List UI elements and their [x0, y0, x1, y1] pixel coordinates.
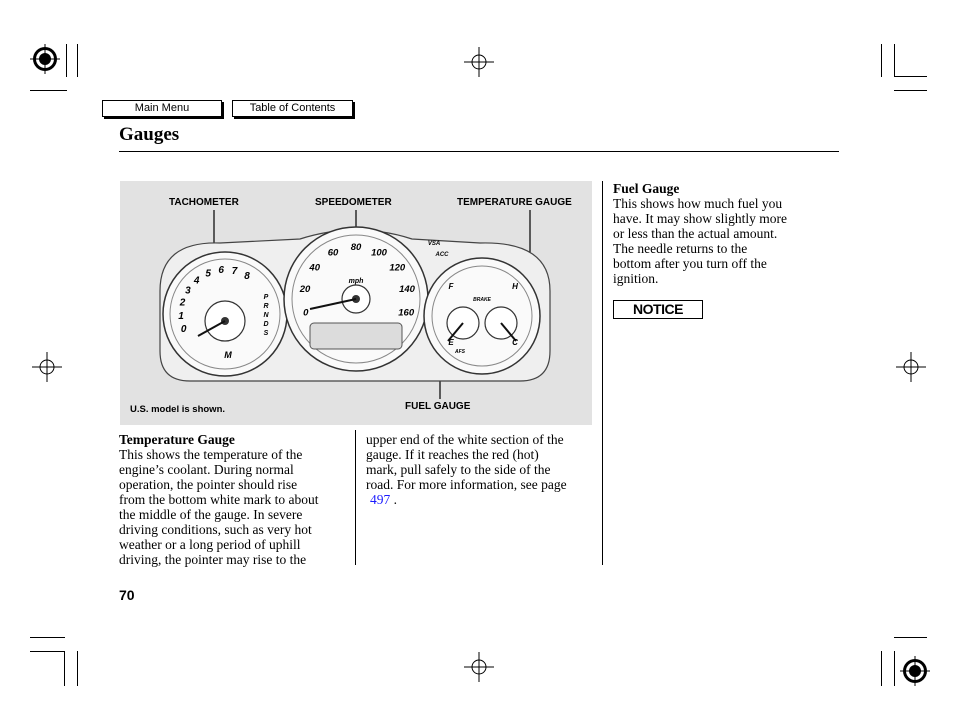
speed-number: 160	[398, 307, 415, 319]
speed-number: 120	[389, 262, 406, 274]
temperature-gauge-section	[119, 432, 351, 567]
text-line: the middle of the gauge. In severe	[119, 507, 303, 522]
fuel-letter-e: E	[448, 338, 454, 347]
crosshair-icon	[32, 352, 62, 382]
link-suffix: .	[390, 492, 397, 507]
text-line: driving conditions, such as very hot	[119, 522, 312, 537]
temp-letter-h: H	[512, 282, 518, 291]
temperature-gauge-continued	[366, 432, 598, 507]
label-fuel-gauge: FUEL GAUGE	[405, 401, 471, 412]
gear-letter: S	[263, 330, 269, 337]
text-line: ignition.	[613, 271, 659, 286]
tach-number: 0	[180, 324, 187, 335]
text-line: upper end of the white section of the	[366, 432, 564, 447]
page-link[interactable]: 497	[370, 492, 391, 507]
instrument-cluster-figure	[120, 181, 592, 425]
column-divider	[602, 181, 603, 565]
fuel-gauge-text	[613, 196, 838, 286]
crosshair-icon	[464, 652, 494, 682]
text-line: operation, the pointer should rise	[119, 477, 298, 492]
fuel-letter-f: F	[448, 282, 454, 291]
text-line: gauge. If it reaches the red (hot)	[366, 447, 539, 462]
gear-letter: N	[263, 312, 269, 319]
cluster-drawing	[120, 181, 592, 425]
tach-number: 7	[231, 266, 238, 277]
page-title: Gauges	[119, 124, 180, 145]
tachometer-dial	[163, 252, 287, 376]
main-menu-button[interactable]: Main Menu	[102, 100, 222, 117]
indicator-acc: ACC	[435, 252, 449, 258]
gear-display: M	[224, 350, 232, 360]
indicator-brake: BRAKE	[473, 297, 491, 303]
tach-number: 8	[244, 270, 250, 282]
text-line: bottom after you turn off the	[613, 256, 767, 271]
speed-number: 80	[350, 242, 362, 253]
figure-caption: U.S. model is shown.	[130, 404, 226, 415]
text-line: mark, pull safely to the side of the	[366, 462, 551, 477]
text-line: or less than the actual amount.	[613, 226, 778, 241]
registration-target-icon	[900, 656, 930, 686]
gear-letter: P	[263, 294, 269, 301]
column-divider	[355, 430, 356, 565]
registration-target-icon	[30, 44, 60, 74]
indicator-afs: AFS	[455, 349, 465, 355]
text-line: This shows how much fuel you	[613, 196, 783, 211]
label-temperature-gauge: TEMPERATURE GAUGE	[457, 197, 572, 208]
gear-letter: D	[263, 321, 269, 328]
text-line: road. For more information, see page	[366, 477, 567, 492]
text-line: weather or a long period of uphill	[119, 537, 301, 552]
gear-letter: R	[263, 303, 269, 310]
text-line: The needle returns to the	[613, 241, 748, 256]
text-line: This shows the temperature of the	[119, 447, 303, 462]
indicator-vsa: VSA	[427, 241, 441, 247]
title-divider	[119, 151, 839, 152]
tach-number: 6	[218, 265, 224, 277]
text-line: engine’s coolant. During normal	[119, 462, 294, 477]
fuel-gauge-section	[613, 181, 838, 286]
label-tachometer: TACHOMETER	[169, 197, 239, 208]
see-page-line	[366, 492, 598, 507]
tach-number: 5	[205, 268, 211, 280]
text-line: from the bottom white mark to about	[119, 492, 319, 507]
tach-number: 3	[185, 285, 191, 297]
temp-letter-c: C	[512, 338, 518, 347]
speed-number: 100	[371, 247, 387, 259]
temperature-gauge-text	[119, 447, 351, 567]
tach-number: 2	[179, 297, 186, 309]
text-line: have. It may show slightly more	[613, 211, 787, 226]
speed-number: 60	[327, 247, 339, 259]
temp-fuel-dial	[424, 258, 540, 374]
speed-unit: mph	[348, 278, 364, 285]
temperature-gauge-heading: Temperature Gauge	[119, 432, 235, 447]
table-of-contents-button[interactable]: Table of Contents	[232, 100, 353, 117]
speed-number: 140	[399, 283, 415, 295]
speed-number: 40	[309, 262, 320, 274]
crosshair-icon	[896, 352, 926, 382]
label-speedometer: SPEEDOMETER	[315, 197, 392, 208]
tach-number: 4	[193, 275, 200, 287]
fuel-gauge-heading: Fuel Gauge	[613, 181, 680, 196]
speed-number: 20	[299, 283, 311, 295]
tach-number: 1	[178, 310, 184, 322]
speed-number: 0	[303, 307, 309, 319]
notice-badge[interactable]: NOTICE	[613, 300, 703, 319]
crosshair-icon	[464, 47, 494, 77]
temperature-gauge-text-continued	[366, 432, 598, 492]
page-number: 70	[119, 587, 135, 603]
text-line: driving, the pointer may rise to the	[119, 552, 307, 567]
